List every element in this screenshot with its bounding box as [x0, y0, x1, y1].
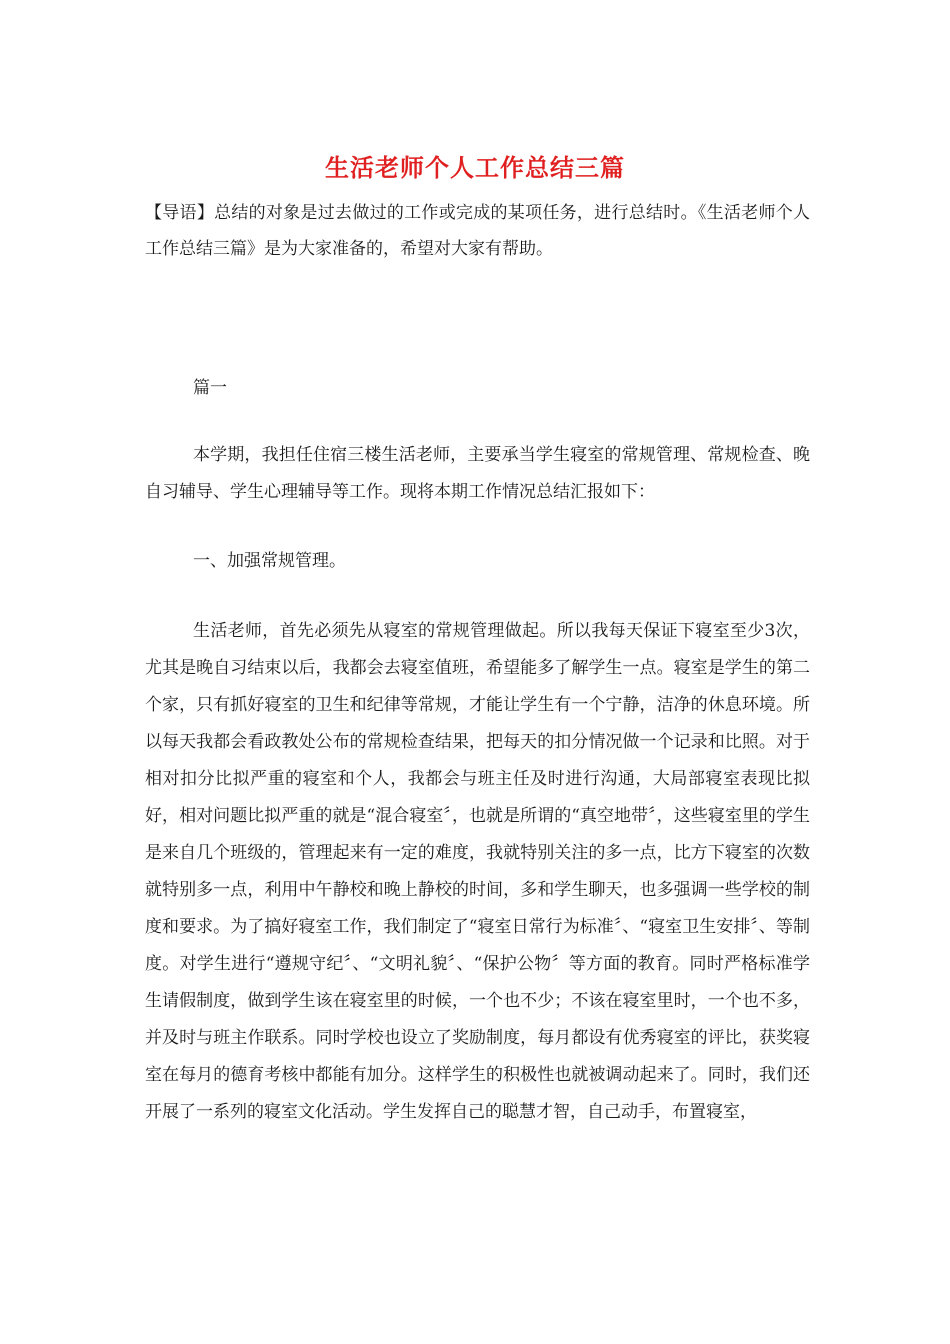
section-label: 篇一 — [193, 378, 227, 398]
document-title: 生活老师个人工作总结三篇 — [325, 153, 625, 182]
body-paragraph-1: 本学期，我担任住宿三楼生活老师，主要承当学生寝室的常规管理、常规检查、晚自习辅导、学生心理辅导等工作。现将本期工作情况总结汇报如下： — [145, 445, 810, 502]
body-paragraph-2: 生活老师，首先必须先从寝室的常规管理做起。所以我每天保证下寝室至少3次，尤其是晚自习结束以后，我都会去寝室值班，希望能多了解学生一点。寝室是学生的第二个家，只有抓好寝室的卫生和纪律等常规，才能让学生有一个宁静，洁净的休息环境。所以每天我都会看政教处公布的常规检查结果，把每天的扣分情况做一个记录和比照。对于相对扣分比拟严重的寝室和个人，我都会与班主任及时进行沟通，大局部寝室表现比拟好，相对问题比拟严重的就是“混合寝室〞，也就是所谓的“真空地带〞，这些寝室里的学生是来自几个班级的，管理起来有一定的难度，我就特别关注的多一点，比方下寝室的次数就特别多一点，利用中午静校和晚上静校的时间，多和学生聊天，也多强调一些学校的制度和要求。为了搞好寝室工作，我们制定了“寝室日常行为标准〞、“寝室卫生安排〞、等制度。对学生进行“遵规守纪〞、“文明礼貌〞、“保护公物〞等方面的教育。同时严格标准学生请假制度，做到学生该在寝室里的时候，一个也不少；不该在寝室里时，一个也不多，并及时与班主作联系。同时学校也设立了奖励制度，每月都设有优秀寝室的评比，获奖寝室在每月的德育考核中都能有加分。这样学生的积极性也就被调动起来了。同时，我们还开展了一系列的寝室文化活动。学生发挥自己的聪慧才智，自己动手，布置寝室， — [145, 621, 810, 1122]
intro-paragraph: 【导语】总结的对象是过去做过的工作或完成的某项任务，进行总结时。《生活老师个人工作总结三篇》是为大家准备的，希望对大家有帮助。 — [145, 203, 810, 259]
subheading-1: 一、加强常规管理。 — [193, 551, 346, 571]
